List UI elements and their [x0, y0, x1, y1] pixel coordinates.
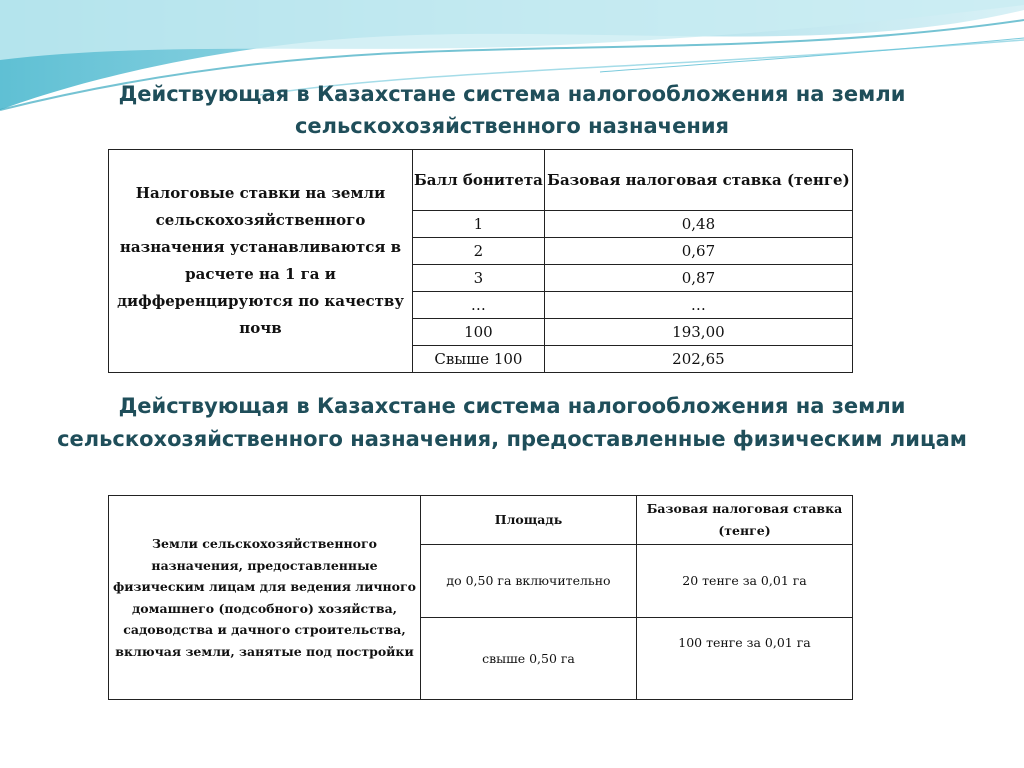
table-cell: 0,67 — [544, 238, 852, 265]
column-header: Площадь — [421, 496, 637, 545]
individual-land-tax-table — [108, 495, 853, 700]
column-header: Балл бонитета — [413, 150, 545, 211]
table-cell: 1 — [413, 211, 545, 238]
table-cell: Свыше 100 — [413, 346, 545, 373]
table-cell: 20 тенге за 0,01 га — [637, 545, 853, 618]
table-cell: … — [544, 292, 852, 319]
table-cell: 100 тенге за 0,01 га — [637, 618, 853, 700]
table-cell: 100 — [413, 319, 545, 346]
section-title: Действующая в Казахстане система налогообложения на земли сельскохозяйственного назначения, предоставленные физическим лицам — [57, 394, 967, 451]
table-header-row — [109, 496, 853, 545]
table-cell: 2 — [413, 238, 545, 265]
table-cell: 0,48 — [544, 211, 852, 238]
table-cell: до 0,50 га включительно — [421, 545, 637, 618]
table-lead-cell: Земли сельскохозяйственного назначения, предоставленные физическим лицам для ведения личного домашнего (подсобного) хозяйства, садоводства и дачного строительства, включая земли, занятые под постройки — [109, 496, 421, 700]
table-cell: 202,65 — [544, 346, 852, 373]
column-header: Базовая налоговая ставка (тенге) — [637, 496, 853, 545]
table-cell: … — [413, 292, 545, 319]
table-cell: 193,00 — [544, 319, 852, 346]
table-cell: 0,87 — [544, 265, 852, 292]
table-cell: 3 — [413, 265, 545, 292]
table-lead-cell: Налоговые ставки на земли сельскохозяйственного назначения устанавливаются в расчете на 1 га и дифференцируются по качеству почв — [109, 150, 413, 373]
table-cell: свыше 0,50 га — [421, 618, 637, 700]
column-header: Базовая налоговая ставка (тенге) — [544, 150, 852, 211]
table-header-row — [109, 150, 853, 211]
page-title: Действующая в Казахстане система налогообложения на земли сельскохозяйственного назначения — [118, 82, 906, 138]
tax-rates-table — [108, 149, 853, 373]
